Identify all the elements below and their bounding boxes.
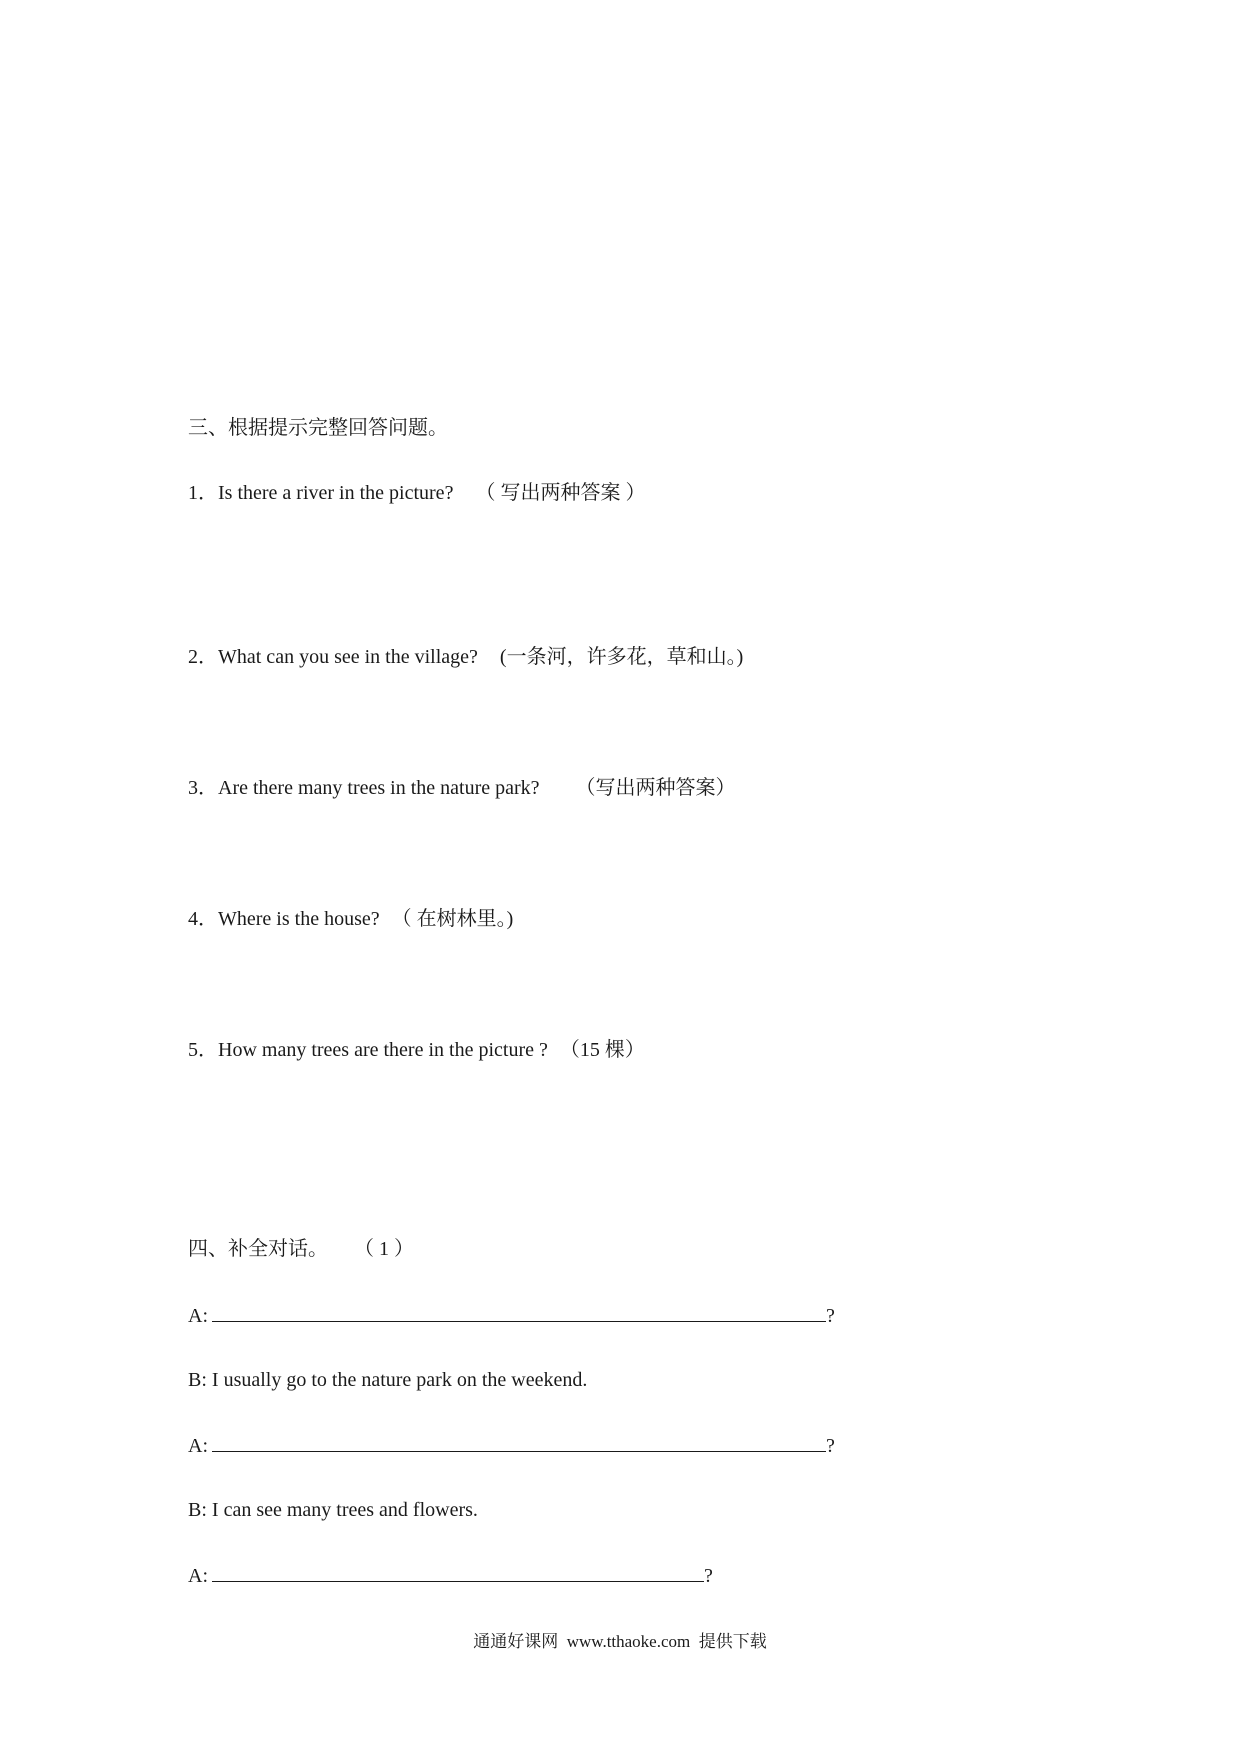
section-4-title: 四、补全对话。	[188, 1238, 328, 1260]
question-1	[188, 479, 645, 507]
line-end-mark: ?	[704, 1565, 713, 1587]
question-2	[188, 643, 743, 671]
question-number: 3．	[188, 777, 218, 799]
question-text: What can you see in the village?	[218, 646, 478, 668]
dialogue-line-a2	[188, 1431, 835, 1460]
answer-blank[interactable]	[212, 1431, 826, 1452]
answer-blank[interactable]	[212, 1561, 704, 1582]
section-4-heading	[188, 1235, 414, 1263]
answer-blank[interactable]	[212, 1301, 826, 1322]
question-hint: （写出两种答案）	[575, 777, 736, 799]
question-text: How many trees are there in the picture ?	[218, 1039, 548, 1061]
section-4-part: （ 1 ）	[364, 1238, 414, 1260]
question-hint: （15 棵）	[559, 1039, 645, 1061]
question-5	[188, 1036, 645, 1064]
question-number: 5．	[188, 1039, 218, 1061]
question-text: Where is the house?	[218, 908, 380, 930]
question-hint: (一条河，许多花，草和山。)	[499, 646, 744, 668]
dialogue-line-b2	[188, 1496, 478, 1524]
question-number: 2．	[188, 646, 218, 668]
question-hint: （ 写出两种答案 ）	[475, 482, 646, 504]
question-hint: （ 在树林里。)	[391, 908, 514, 930]
speaker-label: A:	[188, 1565, 208, 1587]
line-end-mark: ?	[826, 1435, 835, 1457]
section-3-heading: 三、根据提示完整回答问题。	[188, 417, 448, 439]
dialogue-line-a1	[188, 1301, 835, 1330]
question-4	[188, 905, 513, 933]
page-footer: 通通好课网 www.tthaoke.com 提供下载	[473, 1632, 767, 1651]
dialogue-text: I can see many trees and flowers.	[211, 1499, 478, 1521]
speaker-label: A:	[188, 1305, 208, 1327]
speaker-label: A:	[188, 1435, 208, 1457]
speaker-label: B:	[188, 1369, 207, 1391]
question-3	[188, 774, 736, 802]
question-number: 4．	[188, 908, 218, 930]
question-number: 1．	[188, 482, 218, 504]
dialogue-line-a3	[188, 1561, 713, 1590]
line-end-mark: ?	[826, 1305, 835, 1327]
question-text: Is there a river in the picture?	[218, 482, 454, 504]
speaker-label: B:	[188, 1499, 207, 1521]
dialogue-text: I usually go to the nature park on the weekend.	[211, 1369, 588, 1391]
question-text: Are there many trees in the nature park?	[218, 777, 540, 799]
dialogue-line-b1	[188, 1366, 587, 1394]
